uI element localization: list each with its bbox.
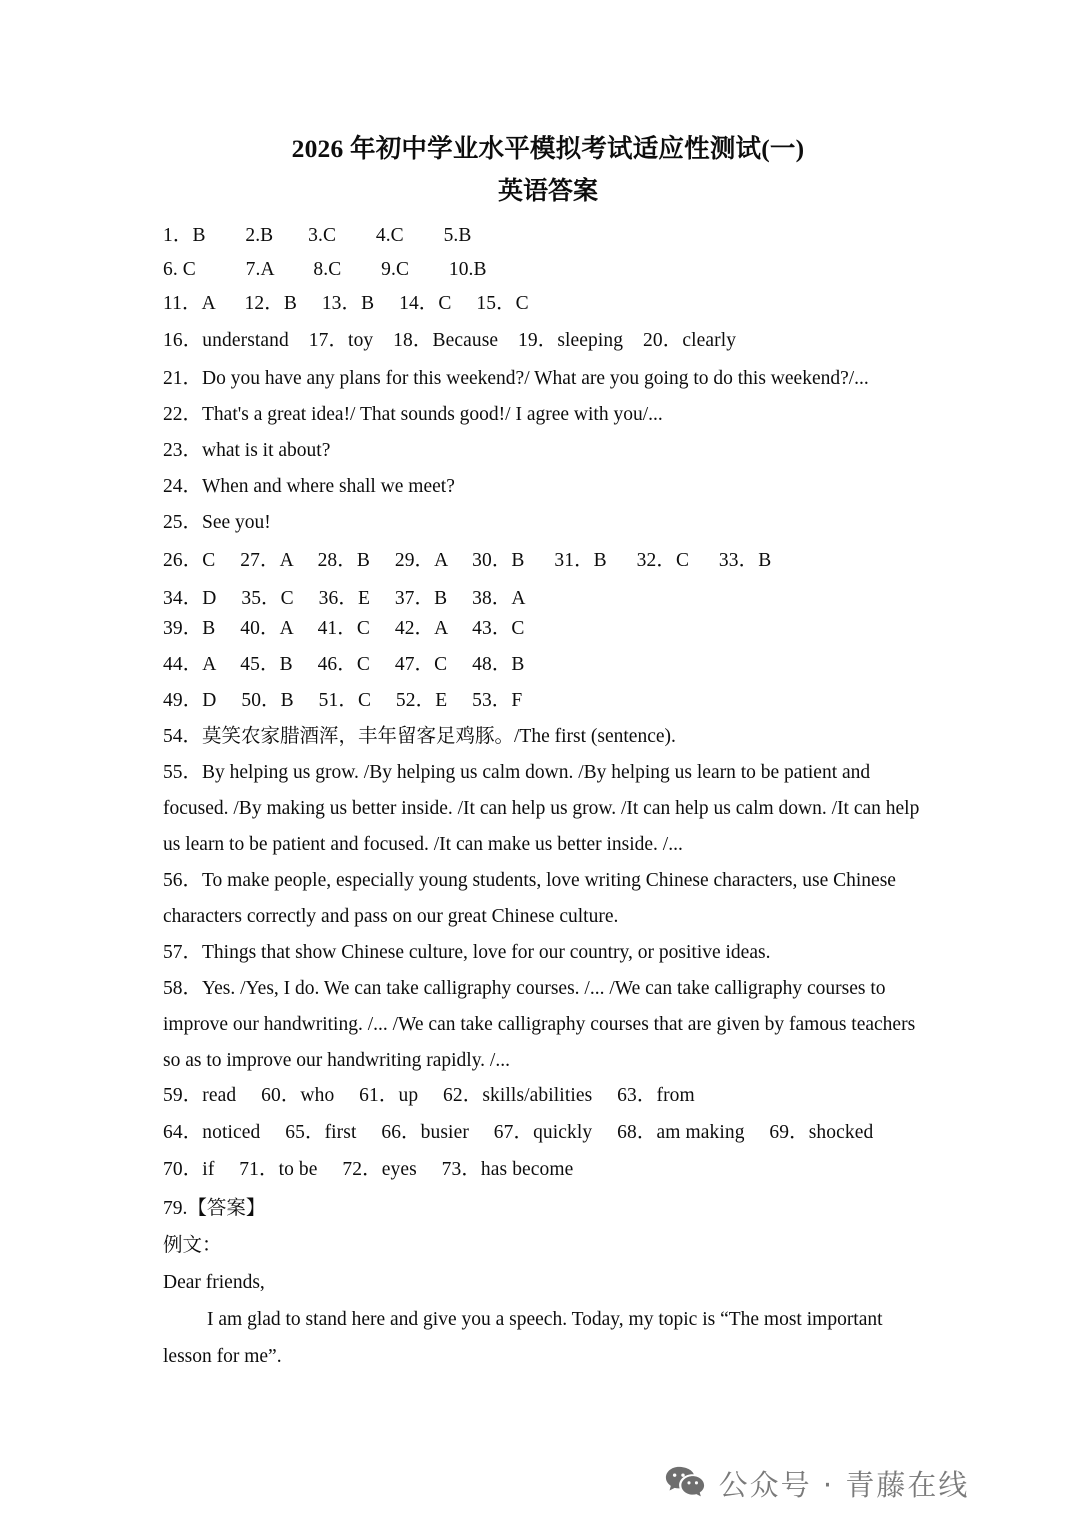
answer-item: 25．See you! [163, 512, 271, 534]
page-content [163, 0, 933, 1375]
answer-item: 24．When and where shall we meet? [163, 476, 455, 498]
answer-row: 59．read 60．who 61．up 62．skills/abilities 63．from [163, 1085, 695, 1107]
answer-item-57: 57．Things that show Chinese culture, love for our country, or positive ideas. [163, 942, 771, 964]
answer-item: 23．what is it about? [163, 440, 331, 462]
answer-row: 49．D 50．B 51．C 52．E 53．F [163, 690, 523, 712]
answer-item-56: 56．To make people, especially young students, love writing Chinese characters, use Chinese characters correctly and pass on our great Chinese culture. [163, 870, 896, 928]
watermark-group [665, 1463, 970, 1504]
answer-row: 34．D 35．C 36．E 37．B 38．A [163, 588, 526, 610]
answer-item-54: 54．莫笑农家腊酒浑，丰年留客足鸡豚。/The first (sentence). [163, 726, 676, 748]
answer-row: 64．noticed 65．first 66．busier 67．quickly 68．am making 69．shocked [163, 1122, 874, 1144]
answer-row: 44．A 45．B 46．C 47．C 48．B [163, 654, 525, 676]
watermark-text: 公众号 · 青藤在线 [718, 1467, 970, 1502]
essay-sample-label: 例文： [163, 1235, 222, 1257]
page-title: 2026 年初中学业水平模拟考试适应性测试(一) [291, 134, 805, 163]
answer-row: 16．understand 17．toy 18．Because 19．sleeping 20．clearly [163, 330, 737, 352]
answer-row: 26．C 27．A 28．B 29．A 30．B 31．B 32．C 33．B [163, 550, 772, 572]
answer-row: 11．A 12．B 13．B 14．C 15．C [163, 293, 529, 315]
essay-body: I am glad to stand here and give you a speech. Today, my topic is “The most important lesson for me”. [163, 1309, 883, 1368]
answer-row: 6. C 7.A 8.C 9.C 10.B [163, 259, 487, 281]
answer-item: 22．That's a great idea!/ That sounds good!/ I agree with you/... [163, 404, 663, 426]
answer-row: 70．if 71．to be 72．eyes 73．has become [163, 1159, 574, 1181]
answer-item-58: 58．Yes. /Yes, I do. We can take calligraphy courses. /... /We can take calligraphy courses to improve our handwriting. /... /We can take calligraphy courses that are given by famous teachers so as to improve our handwriting rapidly. /... [163, 978, 916, 1072]
answer-row: 39．B 40．A 41．C 42．A 43．C [163, 618, 525, 640]
essay-answer-label: 79.【答案】 [163, 1198, 266, 1220]
answer-item-55: 55．By helping us grow. /By helping us calm down. /By helping us learn to be patient and focused. /By making us better inside. /It can help us grow. /It can help us calm down. /It can help us learn to be patient and focused. /It can make us better inside. /... [163, 762, 920, 856]
essay-salutation: Dear friends, [163, 1272, 265, 1294]
wechat-icon [665, 1465, 705, 1501]
page-subtitle: 英语答案 [497, 178, 598, 206]
answer-row: 1．B 2.B 3.C 4.C 5.B [163, 225, 472, 247]
watermark-footer [0, 1448, 1080, 1518]
answer-item: 21．Do you have any plans for this weekend?/ What are you going to do this weekend?/... [163, 368, 869, 390]
